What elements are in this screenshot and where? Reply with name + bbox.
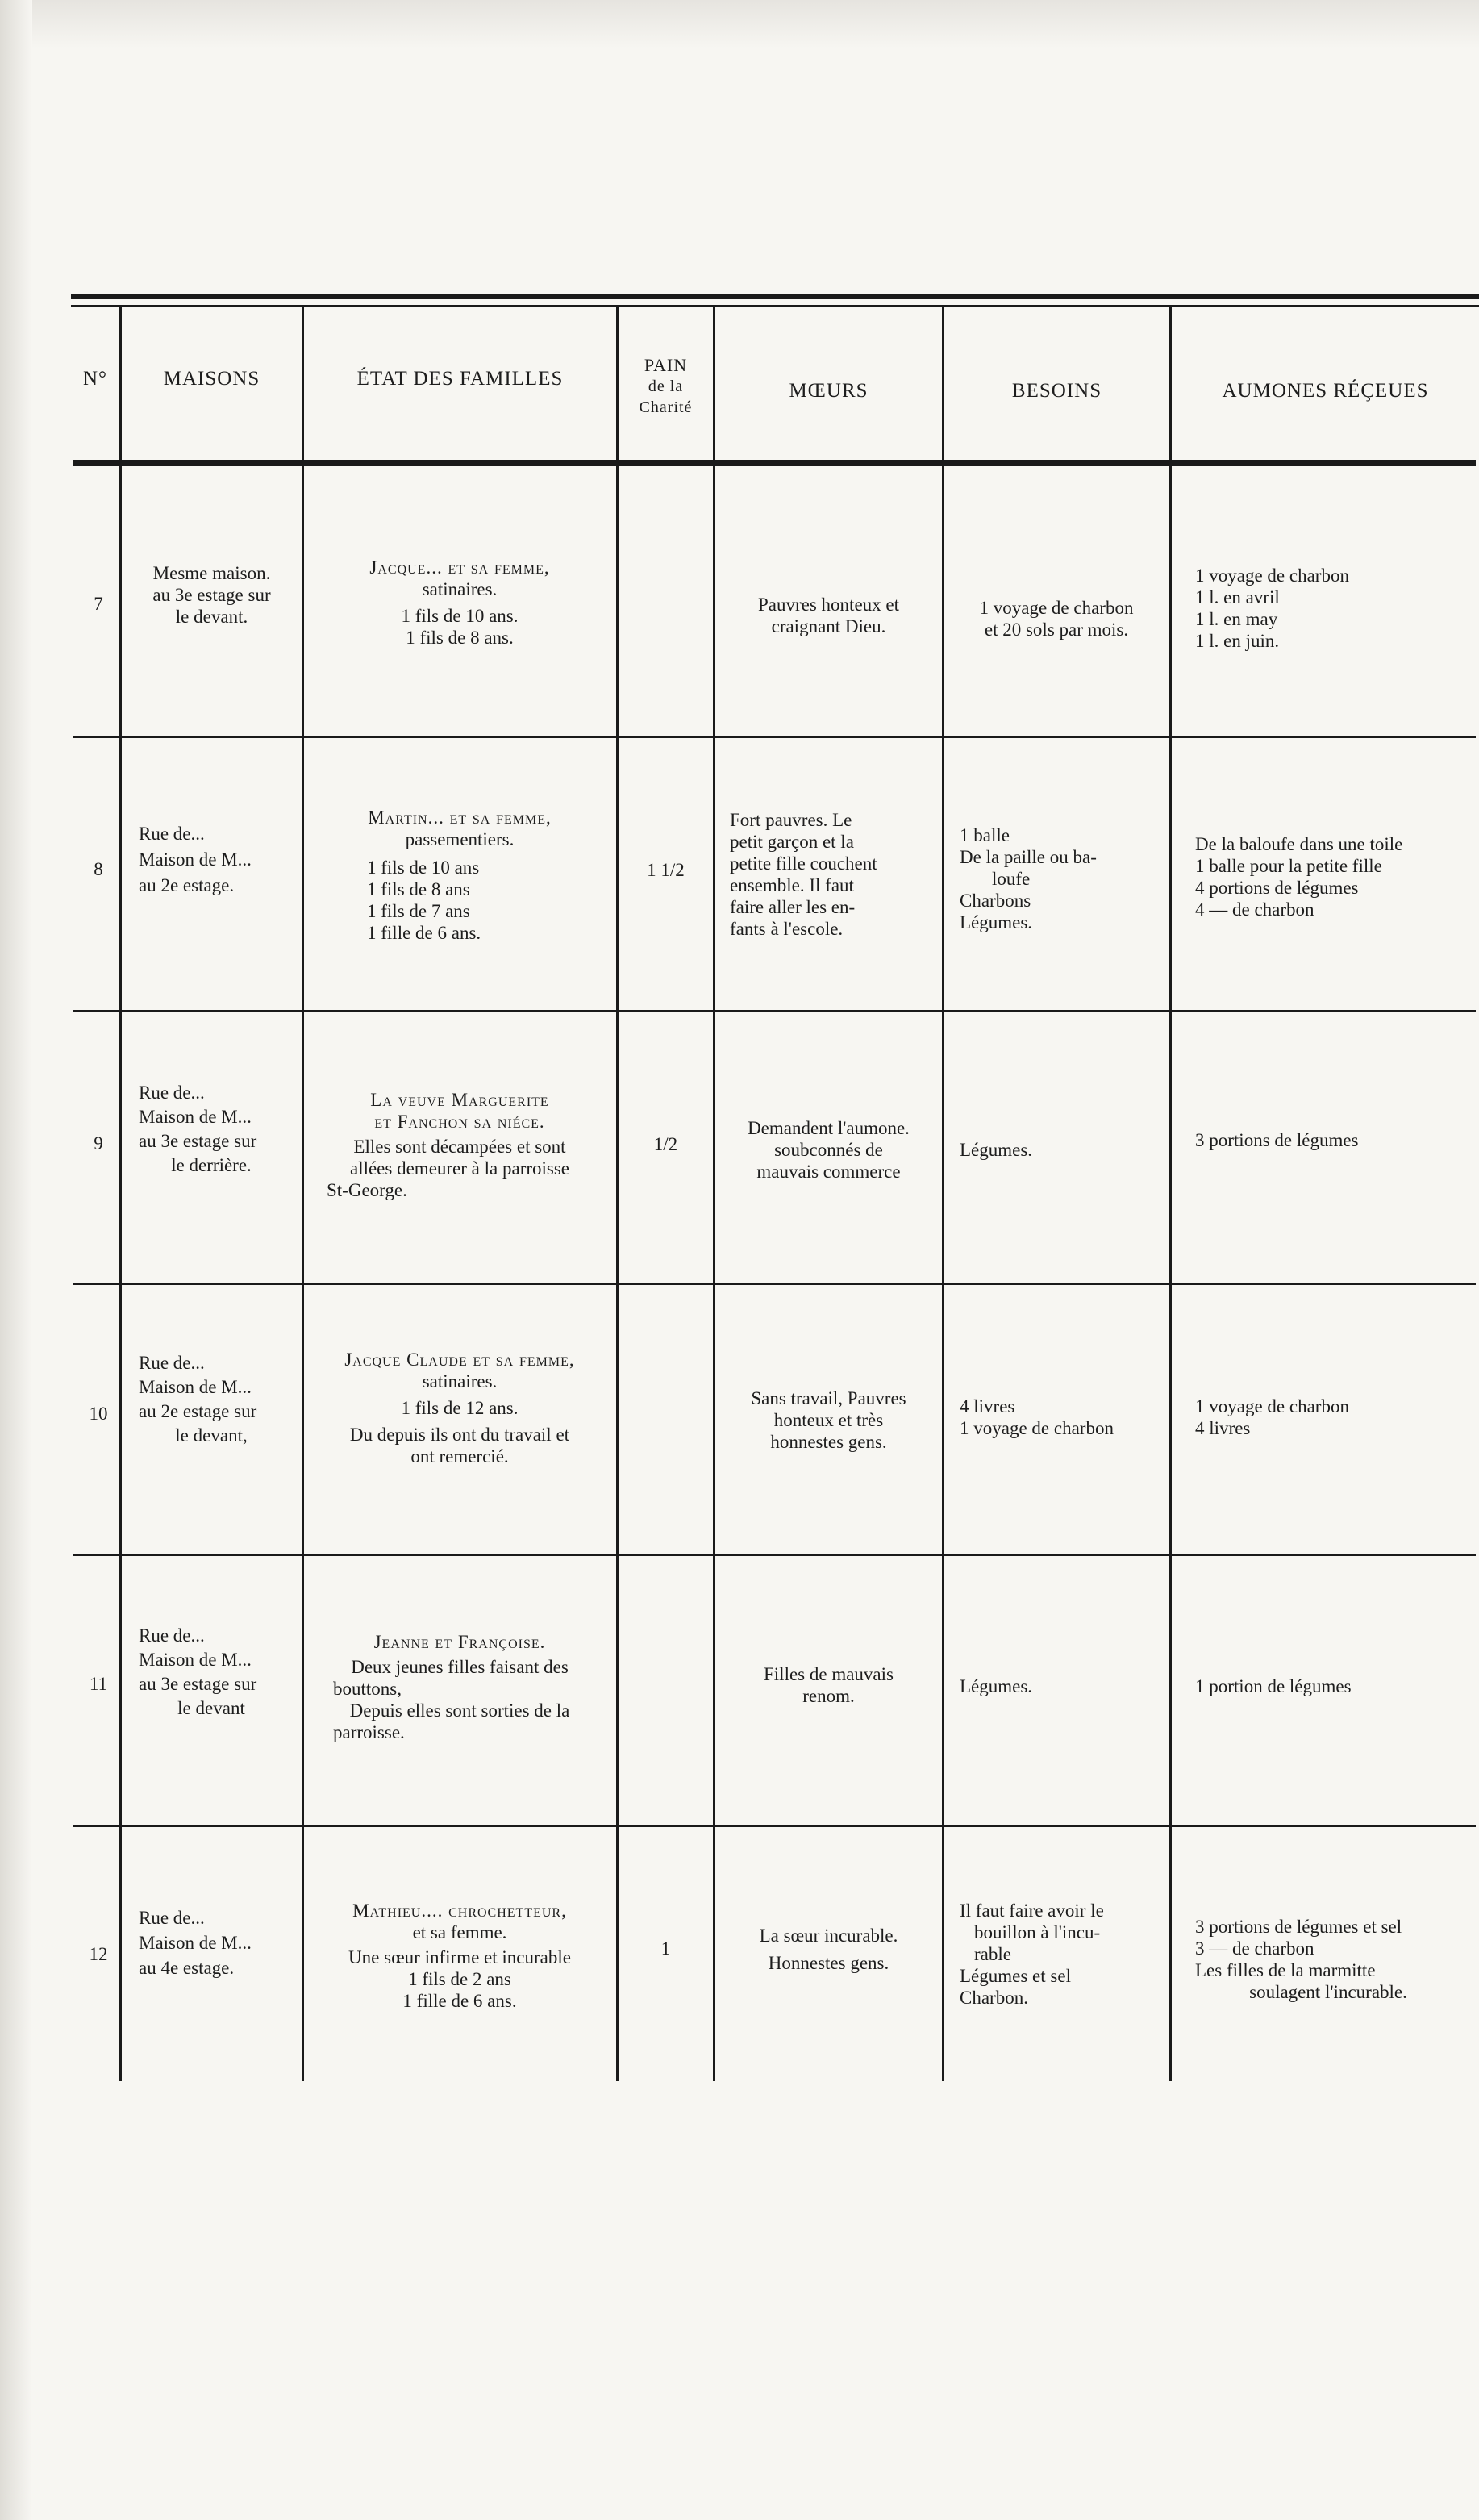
col-divider (616, 307, 619, 2081)
text-line: 1 l. en may (1195, 609, 1278, 629)
text-line: rable (974, 1944, 1011, 1964)
family-name: Mathieu.... chrochetteur, (352, 1900, 567, 1921)
text-line: 1 l. en juin. (1195, 631, 1280, 651)
text-line: 1 l. en avril (1195, 587, 1280, 607)
maisons-cell (139, 821, 300, 899)
text-line: Pauvres honteux et (757, 595, 899, 615)
text-line: bouttons, (333, 1679, 402, 1699)
besoins-cell (960, 1675, 1165, 1697)
text-line: 3 — de charbon (1195, 1938, 1314, 1959)
text-line: Rue de... (139, 1083, 205, 1103)
text-line: 1 fille de 6 ans. (402, 1991, 517, 2011)
header-pain-line: de la (648, 378, 684, 395)
text-line: faire aller les en- (730, 897, 856, 917)
text-line: 4 portions de légumes (1195, 878, 1359, 898)
besoins-cell (960, 1396, 1165, 1439)
text-line: 1 fils de 8 ans. (406, 628, 514, 648)
header-aumones: AUMONES RÉÇEUES (1222, 380, 1429, 402)
text-line: soulagent l'incurable. (1249, 1982, 1407, 2002)
etat-cell (310, 1349, 609, 1467)
text-line: au 2e estage. (139, 875, 235, 895)
text-line: 3 portions de légumes et sel (1195, 1917, 1402, 1937)
text-line: 1 voyage de charbon (979, 598, 1134, 618)
row-divider (73, 1283, 1476, 1285)
text-line: le devant, (175, 1425, 248, 1446)
text-line: au 3e estage sur (152, 585, 271, 605)
text-line: 1 voyage de charbon (1195, 565, 1349, 586)
text-line: Demandent l'aumone. (748, 1118, 910, 1138)
text-line: 4 — de charbon (1195, 899, 1314, 920)
row-number: 8 (94, 859, 103, 879)
text-line: Maison de M... (139, 1650, 252, 1670)
row-divider (73, 1825, 1476, 1827)
text-line: St-George. (327, 1180, 407, 1200)
moeurs-cell (722, 1117, 935, 1183)
text-line: fants à l'escole. (730, 919, 844, 939)
pain-cell: 1 (660, 1938, 671, 1959)
text-line: ont remercié. (410, 1446, 509, 1467)
moeurs-cell (722, 1387, 935, 1453)
besoins-cell (960, 824, 1165, 933)
text-line: 1 portion de légumes (1195, 1676, 1352, 1696)
besoins-cell (960, 1139, 1165, 1161)
text-line: Sans travail, Pauvres (751, 1388, 906, 1408)
text-line: Maison de M... (139, 1933, 252, 1953)
text-line: Rue de... (139, 1353, 205, 1373)
text-line: 1 balle (960, 825, 1010, 845)
text-line: 3 portions de légumes (1195, 1130, 1359, 1150)
text-line: Elles sont décampées et sont (353, 1137, 566, 1157)
header-rule (73, 460, 1476, 466)
text-line: 1 fils de 7 ans (367, 901, 470, 921)
text-line: Charbons (960, 891, 1031, 911)
etat-cell (310, 1631, 609, 1743)
text-line: renom. (802, 1686, 855, 1706)
text-line: Les filles de la marmitte (1195, 1960, 1376, 1980)
text-line: allées demeurer à la parroisse (349, 1158, 570, 1179)
text-line: Charbon. (960, 1988, 1028, 2008)
pain-cell: 1/2 (653, 1134, 678, 1154)
besoins-cell (948, 597, 1165, 640)
text-line: craignant Dieu. (771, 616, 886, 636)
row-number: 9 (94, 1133, 103, 1154)
page-edge-top (0, 0, 1479, 48)
text-line: ensemble. Il faut (730, 875, 854, 895)
maisons-cell (139, 1624, 300, 1721)
text-line: Rue de... (139, 824, 205, 844)
aumones-cell (1195, 1129, 1473, 1151)
text-line: 4 livres (1195, 1418, 1251, 1438)
aumones-cell (1195, 565, 1469, 652)
text-line: Maison de M... (139, 1377, 252, 1397)
text-line: Fort pauvres. Le (730, 810, 852, 830)
etat-cell (310, 1900, 609, 2012)
text-line: Honnestes gens. (768, 1953, 889, 1973)
col-divider (119, 307, 122, 2081)
text-line: au 3e estage sur (139, 1131, 257, 1151)
text-line: petit garçon et la (730, 832, 854, 852)
header-besoins: BESOINS (1011, 380, 1102, 402)
text-line: au 2e estage sur (139, 1401, 257, 1421)
text-line: le devant (177, 1698, 245, 1718)
text-line: et 20 sols par mois. (984, 620, 1129, 640)
top-rule-thin (71, 305, 1479, 307)
text-line: 1 fils de 2 ans (408, 1969, 511, 1989)
text-line: De la baloufe dans une toile (1195, 834, 1403, 854)
family-name: Jeanne et Françoise. (373, 1632, 546, 1652)
text-line: et sa femme. (412, 1922, 507, 1942)
maisons-cell (125, 562, 298, 628)
row-number: 10 (89, 1404, 108, 1424)
family-name: Jacque... et sa femme, (369, 557, 550, 578)
text-line: et Fanchon sa niéce. (374, 1112, 545, 1132)
etat-cell (310, 807, 609, 944)
text-line: satinaires. (422, 1371, 498, 1391)
row-divider (73, 736, 1476, 738)
text-line: Deux jeunes filles faisant des (351, 1657, 569, 1677)
etat-cell (310, 557, 609, 649)
moeurs-cell (722, 1922, 935, 1977)
pain-cell: 1 1/2 (647, 860, 685, 880)
text-line: Légumes. (960, 1140, 1033, 1160)
text-line: Rue de... (139, 1908, 205, 1928)
family-name: Jacque Claude et sa femme, (344, 1350, 575, 1370)
text-line: 1 fils de 10 ans. (401, 606, 519, 626)
text-line: 1 voyage de charbon (960, 1418, 1114, 1438)
maisons-cell (139, 1351, 300, 1448)
moeurs-cell (722, 594, 935, 637)
text-line: bouillon à l'incu- (974, 1922, 1101, 1942)
col-divider (1169, 307, 1172, 2081)
text-line: Il faut faire avoir le (960, 1900, 1104, 1921)
aumones-cell (1195, 1675, 1473, 1697)
text-line: soubconnés de (774, 1140, 883, 1160)
besoins-cell (960, 1900, 1165, 2009)
text-line: 1 balle pour la petite fille (1195, 856, 1382, 876)
aumones-cell (1195, 1396, 1473, 1439)
header-pain-line: PAIN (644, 355, 688, 375)
text-line: Légumes. (960, 1676, 1033, 1696)
col-divider (942, 307, 944, 2081)
text-line: Du depuis ils ont du travail et (349, 1425, 570, 1445)
text-line: Légumes et sel (960, 1966, 1071, 1986)
text-line: loufe (992, 869, 1031, 889)
text-line: petite fille couchent (730, 853, 877, 874)
text-line: Une sœur infirme et incurable (348, 1947, 571, 1967)
maisons-cell (139, 1081, 300, 1178)
moeurs-cell (722, 1663, 935, 1707)
header-etat: ÉTAT DES FAMILLES (356, 368, 564, 390)
row-number: 7 (94, 594, 103, 614)
text-line: 1 fille de 6 ans. (367, 923, 481, 943)
text-line: Légumes. (960, 912, 1033, 932)
text-line: au 4e estage. (139, 1958, 235, 1978)
header-moeurs: MŒURS (789, 380, 869, 402)
aumones-cell (1195, 1916, 1473, 2003)
text-line: 4 livres (960, 1396, 1015, 1416)
text-line: mauvais commerce (756, 1162, 901, 1182)
etat-cell (310, 1089, 609, 1201)
text-line: Mesme maison. (152, 563, 271, 583)
text-line: La sœur incurable. (759, 1925, 898, 1946)
text-line: Maison de M... (139, 849, 252, 870)
text-line: honteux et très (773, 1410, 884, 1430)
text-line: De la paille ou ba- (960, 847, 1097, 867)
top-rule (71, 294, 1479, 299)
aumones-cell (1195, 833, 1473, 920)
row-divider (73, 1554, 1476, 1556)
text-line: 1 fils de 10 ans (367, 857, 480, 878)
text-line: honnestes gens. (770, 1432, 887, 1452)
header-no: N° (82, 368, 108, 390)
text-line: le derrière. (171, 1155, 252, 1175)
header-maisons: MAISONS (163, 368, 260, 390)
page-edge-left (0, 0, 32, 2520)
text-line: satinaires. (422, 579, 498, 599)
text-line: Depuis elles sont sorties de la (349, 1700, 570, 1721)
text-line: au 3e estage sur (139, 1674, 257, 1694)
text-line: 1 fils de 12 ans. (401, 1398, 519, 1418)
header-pain (619, 355, 713, 418)
text-line: 1 fils de 8 ans (367, 879, 470, 899)
family-name: Martin... et sa femme, (368, 807, 552, 828)
col-divider (302, 307, 304, 2081)
text-line: Filles de mauvais (764, 1664, 894, 1684)
child-list (367, 857, 609, 944)
text-line: Rue de... (139, 1625, 205, 1646)
moeurs-cell (730, 809, 933, 940)
row-number: 11 (89, 1674, 108, 1694)
row-number: 12 (89, 1944, 108, 1964)
text-line: le devant. (175, 607, 248, 627)
row-divider (73, 1010, 1476, 1012)
family-name: La veuve Marguerite (370, 1090, 549, 1110)
text-line: 1 voyage de charbon (1195, 1396, 1349, 1416)
col-divider (713, 307, 715, 2081)
text-line: parroisse. (333, 1722, 405, 1742)
maisons-cell (139, 1905, 300, 1980)
text-line: passementiers. (405, 829, 515, 849)
header-pain-line: Charité (639, 398, 693, 416)
text-line: Maison de M... (139, 1107, 252, 1127)
